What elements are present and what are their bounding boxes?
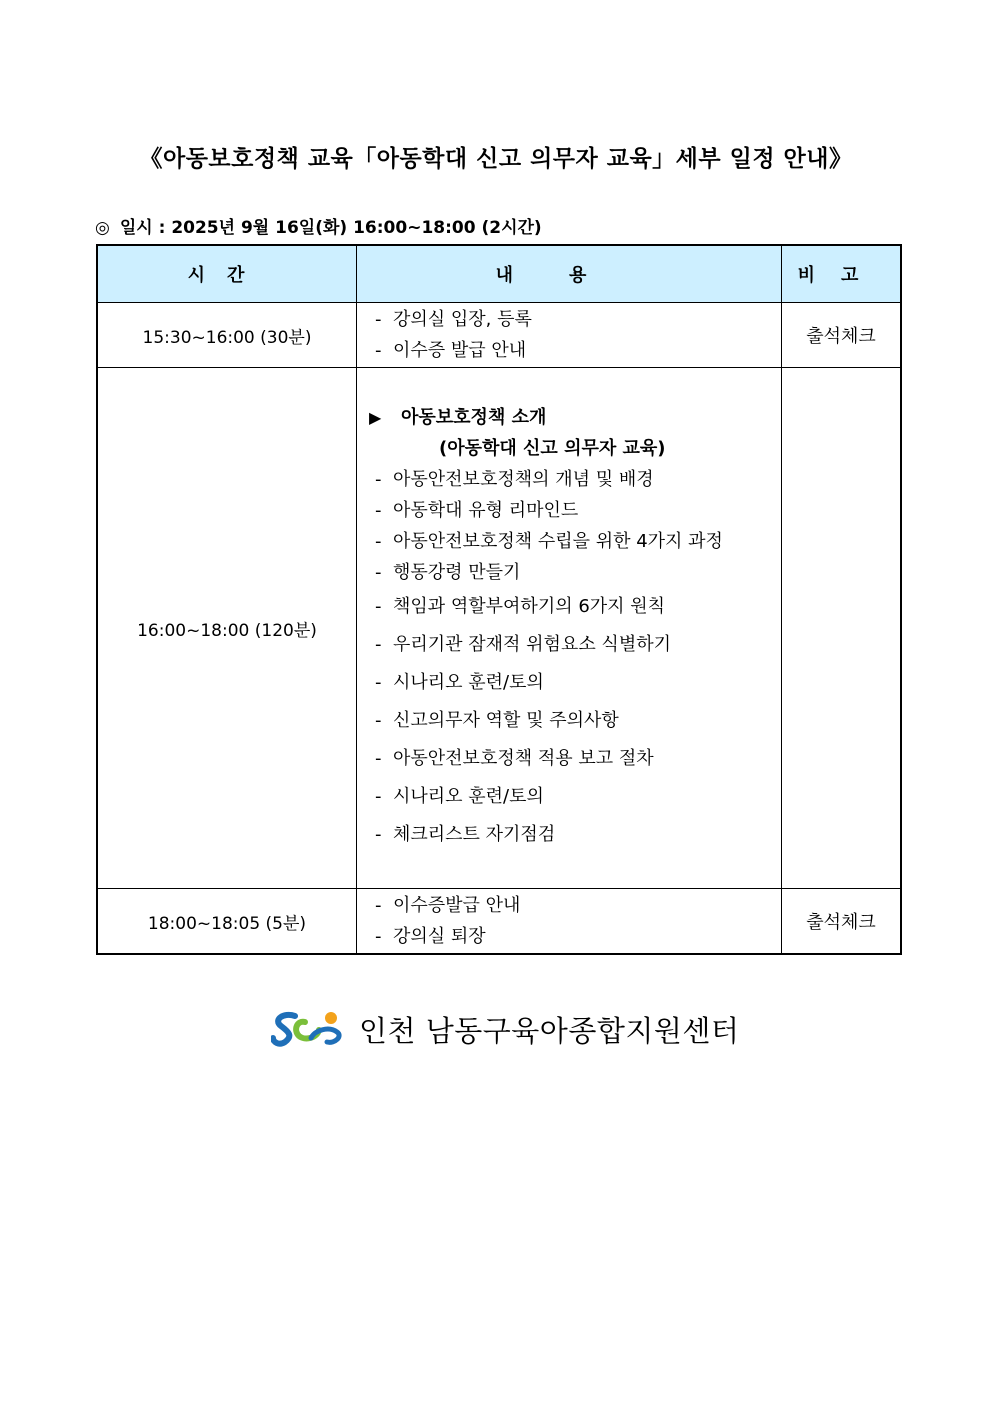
section-subheading: (아동학대 신고 의무자 교육): [439, 438, 666, 459]
header-time: 시간: [97, 245, 357, 303]
row-time: 18:00~18:05 (5분): [97, 889, 357, 955]
list-item: - 우리기관 잠재적 위험요소 식별하기: [375, 634, 671, 655]
list-item: - 아동안전보호정책 적용 보고 절차: [375, 748, 654, 769]
row-time: 15:30~16:00 (30분): [97, 303, 357, 368]
row-time: 16:00~18:00 (120분): [97, 368, 357, 889]
row-note: 출석체크: [782, 889, 902, 955]
row-content: [357, 303, 782, 368]
table-row: [97, 889, 901, 955]
document-title: 《아동보호정책 교육「아동학대 신고 의무자 교육」세부 일정 안내》: [139, 146, 853, 172]
organization-name: 인천 남동구육아종합지원센터: [359, 1013, 740, 1048]
triangle-bullet-icon: ▶: [369, 408, 382, 427]
list-item: - 강의실 퇴장: [375, 926, 486, 947]
list-item: - 책임과 역할부여하기의 6가지 원칙: [375, 596, 666, 617]
row-note: [782, 368, 902, 889]
row-content: [357, 889, 782, 955]
row-note: 출석체크: [782, 303, 902, 368]
table-header-row: [97, 245, 901, 303]
schedule-table: [96, 244, 902, 955]
list-item: - 아동안전보호정책의 개념 및 배경: [375, 469, 654, 490]
header-content: 내용: [357, 245, 782, 303]
list-item: - 이수증 발급 안내: [375, 340, 527, 361]
list-item: - 아동학대 유형 리마인드: [375, 500, 579, 521]
list-item: - 아동안전보호정책 수립을 위한 4가지 과정: [375, 531, 723, 552]
date-text: 일시 : 2025년 9월 16일(화) 16:00~18:00 (2시간): [119, 218, 542, 238]
list-item: - 신고의무자 역할 및 주의사항: [375, 710, 619, 731]
organization-logo: [271, 1008, 739, 1050]
table-row: [97, 368, 901, 889]
center-logo-icon: [271, 1008, 347, 1050]
list-item: - 체크리스트 자기점검: [375, 824, 556, 845]
list-item: - 이수증발급 안내: [375, 895, 521, 916]
list-item: - 시나리오 훈련/토의: [375, 786, 544, 807]
list-item: - 행동강령 만들기: [375, 562, 521, 583]
list-item: - 시나리오 훈련/토의: [375, 672, 544, 693]
header-note: 비고: [782, 245, 902, 303]
double-circle-icon: ◎: [95, 218, 110, 238]
table-row: [97, 303, 901, 368]
date-line: [95, 213, 542, 238]
section-heading: ▶ 아동보호정책 소개: [357, 402, 781, 433]
row-content: [357, 368, 782, 889]
list-item: - 강의실 입장, 등록: [375, 309, 532, 330]
